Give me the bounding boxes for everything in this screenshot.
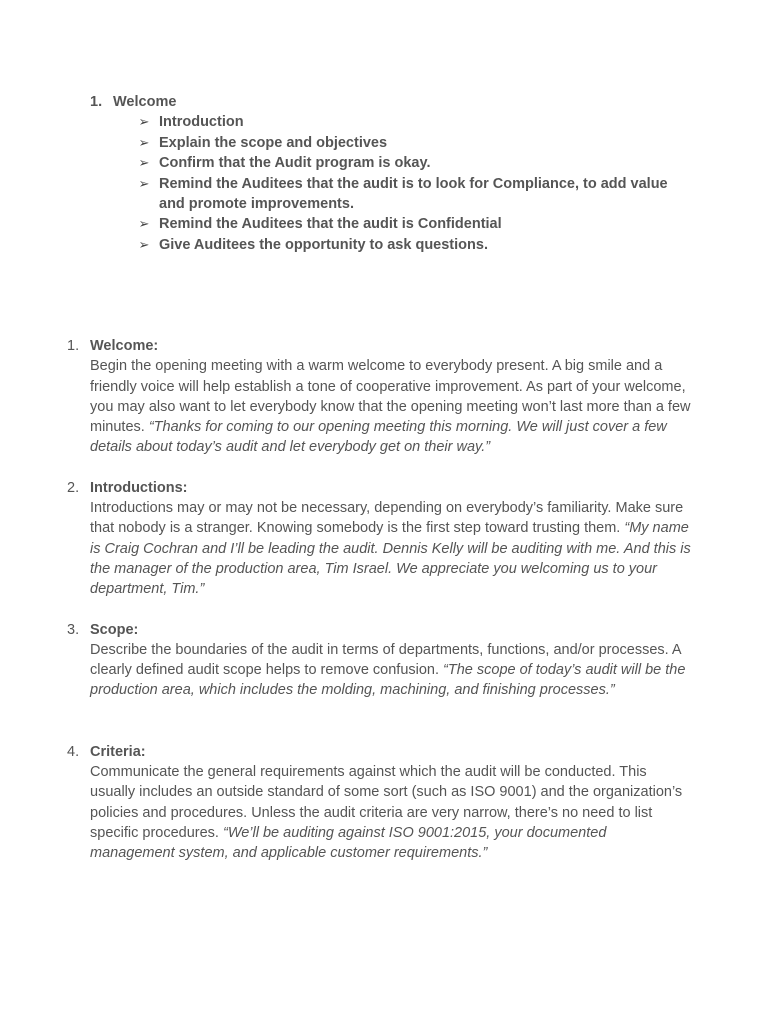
section-body: Begin the opening meeting with a warm welcome to everybody present. A big smile and a friendly voice will help establish a tone of cooperative improvement. As part of your welcome, you may also want to let everybody know that the opening meeting won’t last more than a few minutes. [90, 358, 691, 436]
agenda-item: ➢ Explain the scope and objectives [159, 133, 690, 153]
section-number: 2. [67, 479, 80, 496]
meeting-sections [67, 336, 692, 864]
section-quote: “The scope of today’s audit will be the production area, which includes the molding, machining, and finishing processes.” [90, 662, 686, 699]
section-criteria [67, 742, 692, 864]
section-quote: “Thanks for coming to our opening meeting this morning. We will just cover a few details about today’s audit and let everybody get on their way.” [90, 419, 667, 456]
arrowhead-icon: ➢ [138, 175, 150, 191]
section-quote: “We’ll be auditing against ISO 9001:2015, your documented management system, and applicable customer requirements.” [90, 824, 607, 862]
agenda-list [90, 112, 690, 255]
arrowhead-icon: ➢ [138, 134, 150, 150]
agenda-number: 1. [90, 94, 103, 110]
section-number: 4. [67, 743, 80, 760]
section-welcome [67, 336, 692, 458]
agenda-item: ➢ Introduction [159, 112, 690, 132]
agenda-item: ➢ Give Auditees the opportunity to ask questions. [159, 235, 690, 255]
section-title: Criteria: [90, 743, 146, 760]
agenda-item: ➢ Remind the Auditees that the audit is Confidential [159, 214, 690, 234]
section-title: Scope: [90, 621, 139, 638]
section-introductions [67, 478, 692, 600]
section-title: Introductions: [90, 479, 188, 496]
arrowhead-icon: ➢ [138, 114, 150, 130]
arrowhead-icon: ➢ [138, 236, 150, 252]
arrowhead-icon: ➢ [138, 216, 150, 232]
section-number: 1. [67, 338, 80, 354]
agenda-outline [90, 92, 690, 255]
section-scope [67, 620, 692, 701]
section-title: Welcome: [90, 338, 159, 354]
agenda-item: ➢ Remind the Auditees that the audit is to look for Compliance, to add value and promote improvements. [138, 175, 668, 213]
agenda-heading: Welcome [113, 94, 177, 110]
section-body: Communicate the general requirements against which the audit will be conducted. This usually includes an outside standard of some sort (such as ISO 9001) and the organization’s policies and procedures. Unless the audit criteria are very narrow, there’s no need to list specific procedures. [90, 764, 683, 841]
section-body: Describe the boundaries of the audit in terms of departments, functions, and/or processes. A clearly defined audit scope helps to remove confusion. [90, 641, 681, 679]
section-quote: “My name is Craig Cochran and I’ll be leading the audit. Dennis Kelly will be auditing with me. And this is the manager of the production area, Tim Israel. We appreciate you welcoming us to your department, Tim.” [90, 520, 691, 598]
section-number: 3. [67, 621, 80, 638]
section-body: Introductions may or may not be necessary, depending on everybody’s familiarity. Make sure that nobody is a stranger. Knowing somebody is the first step toward trusting them. [90, 500, 684, 537]
arrowhead-icon: ➢ [138, 155, 150, 171]
agenda-item: ➢ Confirm that the Audit program is okay. [159, 153, 690, 173]
